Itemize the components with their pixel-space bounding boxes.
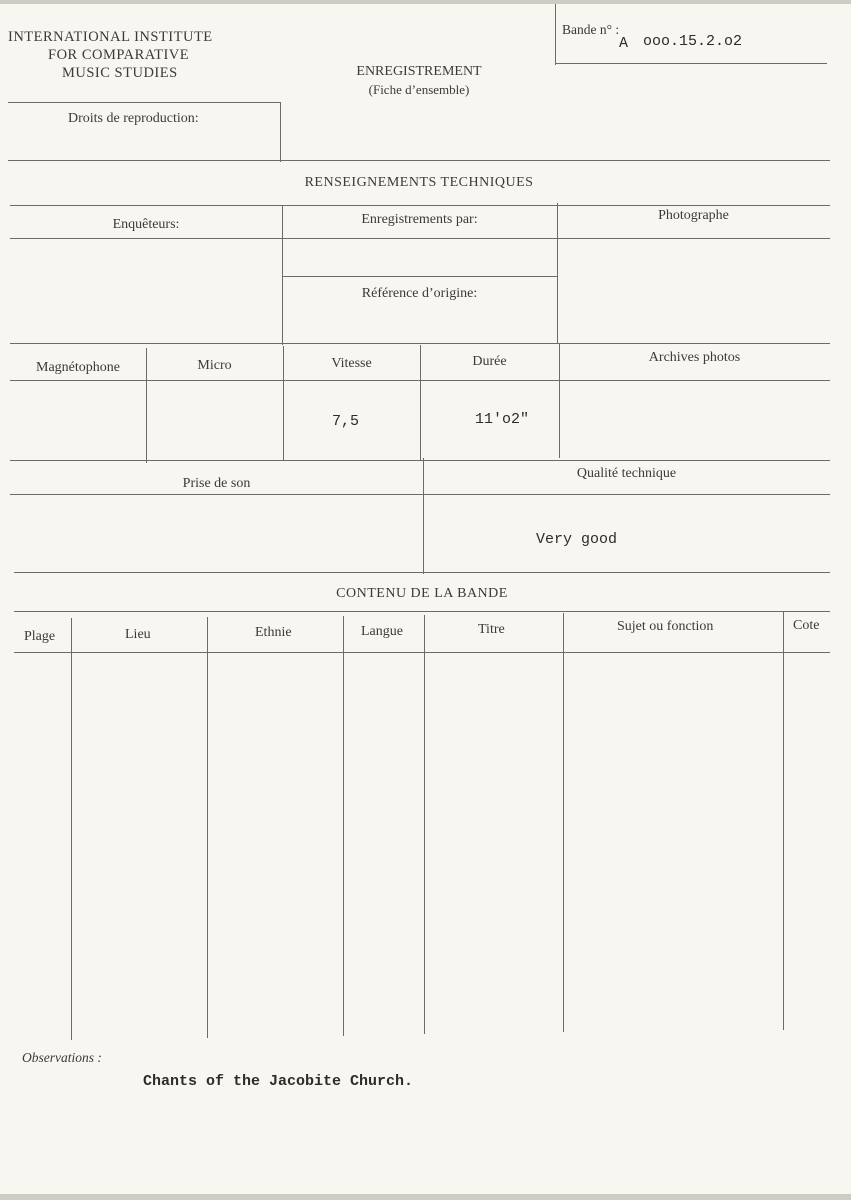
qualite-value: Very good — [536, 531, 618, 548]
col-titre: Titre — [478, 622, 505, 637]
tech-rule-2 — [10, 238, 830, 239]
vitesse-value: 7,5 — [332, 413, 360, 430]
bande-box-bottom — [555, 63, 827, 64]
col-sujet: Sujet ou fonction — [617, 619, 714, 634]
contents-rule-1 — [14, 611, 830, 612]
institute-name-line1: INTERNATIONAL INSTITUTE — [8, 29, 213, 45]
magnetophone-label: Magnétophone — [36, 360, 120, 375]
tech-rule-3 — [10, 343, 830, 344]
rights-bottom-rule — [8, 160, 830, 161]
contents-col-rule-4 — [424, 615, 425, 1034]
contents-col-rule-2 — [207, 617, 208, 1038]
eq-col-rule-4 — [559, 343, 560, 458]
rights-right-rule — [280, 102, 281, 162]
col-plage: Plage — [24, 629, 56, 644]
tech-col-rule-1 — [282, 205, 283, 345]
tech-rule-5 — [10, 460, 830, 461]
contents-rule-2 — [14, 652, 830, 653]
contents-col-rule-5 — [563, 613, 564, 1032]
enqueteurs-label: Enquêteurs: — [112, 217, 180, 232]
col-lieu: Lieu — [125, 627, 151, 642]
form-title: ENREGISTREMENT — [356, 64, 482, 79]
observations-label: Observations : — [22, 1050, 102, 1065]
tech-rule-4 — [10, 380, 830, 381]
photographe-label: Photographe — [658, 208, 729, 223]
reference-origine-label: Référence d’origine: — [361, 286, 478, 301]
eq-col-rule-2 — [283, 346, 284, 461]
rights-label: Droits de reproduction: — [68, 111, 199, 126]
vitesse-label: Vitesse — [331, 356, 372, 371]
bande-number: ooo.15.2.o2 — [643, 33, 743, 50]
institute-name-line2: FOR COMPARATIVE — [48, 47, 190, 63]
observations-text: Chants of the Jacobite Church. — [143, 1073, 414, 1090]
bande-label: Bande n° : — [562, 22, 620, 37]
prise-de-son-label: Prise de son — [182, 476, 251, 491]
col-cote: Cote — [793, 618, 820, 633]
technical-header: RENSEIGNEMENTS TECHNIQUES — [304, 175, 534, 190]
micro-label: Micro — [197, 358, 232, 373]
col-langue: Langue — [361, 624, 403, 639]
bande-prefix: A — [619, 35, 629, 52]
contents-header: CONTENU DE LA BANDE — [336, 586, 508, 601]
contents-col-rule-1 — [71, 618, 72, 1040]
rights-top-rule — [8, 102, 281, 103]
contents-col-rule-3 — [343, 616, 344, 1036]
tech-col-rule-2 — [557, 203, 558, 343]
archives-photos-label: Archives photos — [648, 350, 741, 365]
tech-rule-1 — [10, 205, 830, 206]
form-subtitle: (Fiche d’ensemble) — [368, 82, 470, 97]
duree-label: Durée — [472, 354, 507, 369]
qualite-technique-label: Qualité technique — [576, 466, 677, 481]
tech-rule-7 — [14, 572, 830, 573]
eq-col-rule-3 — [420, 345, 421, 460]
institute-name-line3: MUSIC STUDIES — [62, 65, 178, 81]
enregistrements-par-label: Enregistrements par: — [361, 212, 478, 227]
duree-value: 11'o2" — [475, 411, 530, 428]
tech-rule-6 — [10, 494, 830, 495]
eq-col-rule-1 — [146, 348, 147, 463]
contents-col-rule-6 — [783, 612, 784, 1030]
bande-box-left — [555, 4, 556, 65]
quality-col-rule — [423, 458, 424, 574]
reference-top-rule — [282, 276, 557, 277]
col-ethnie: Ethnie — [255, 625, 292, 640]
